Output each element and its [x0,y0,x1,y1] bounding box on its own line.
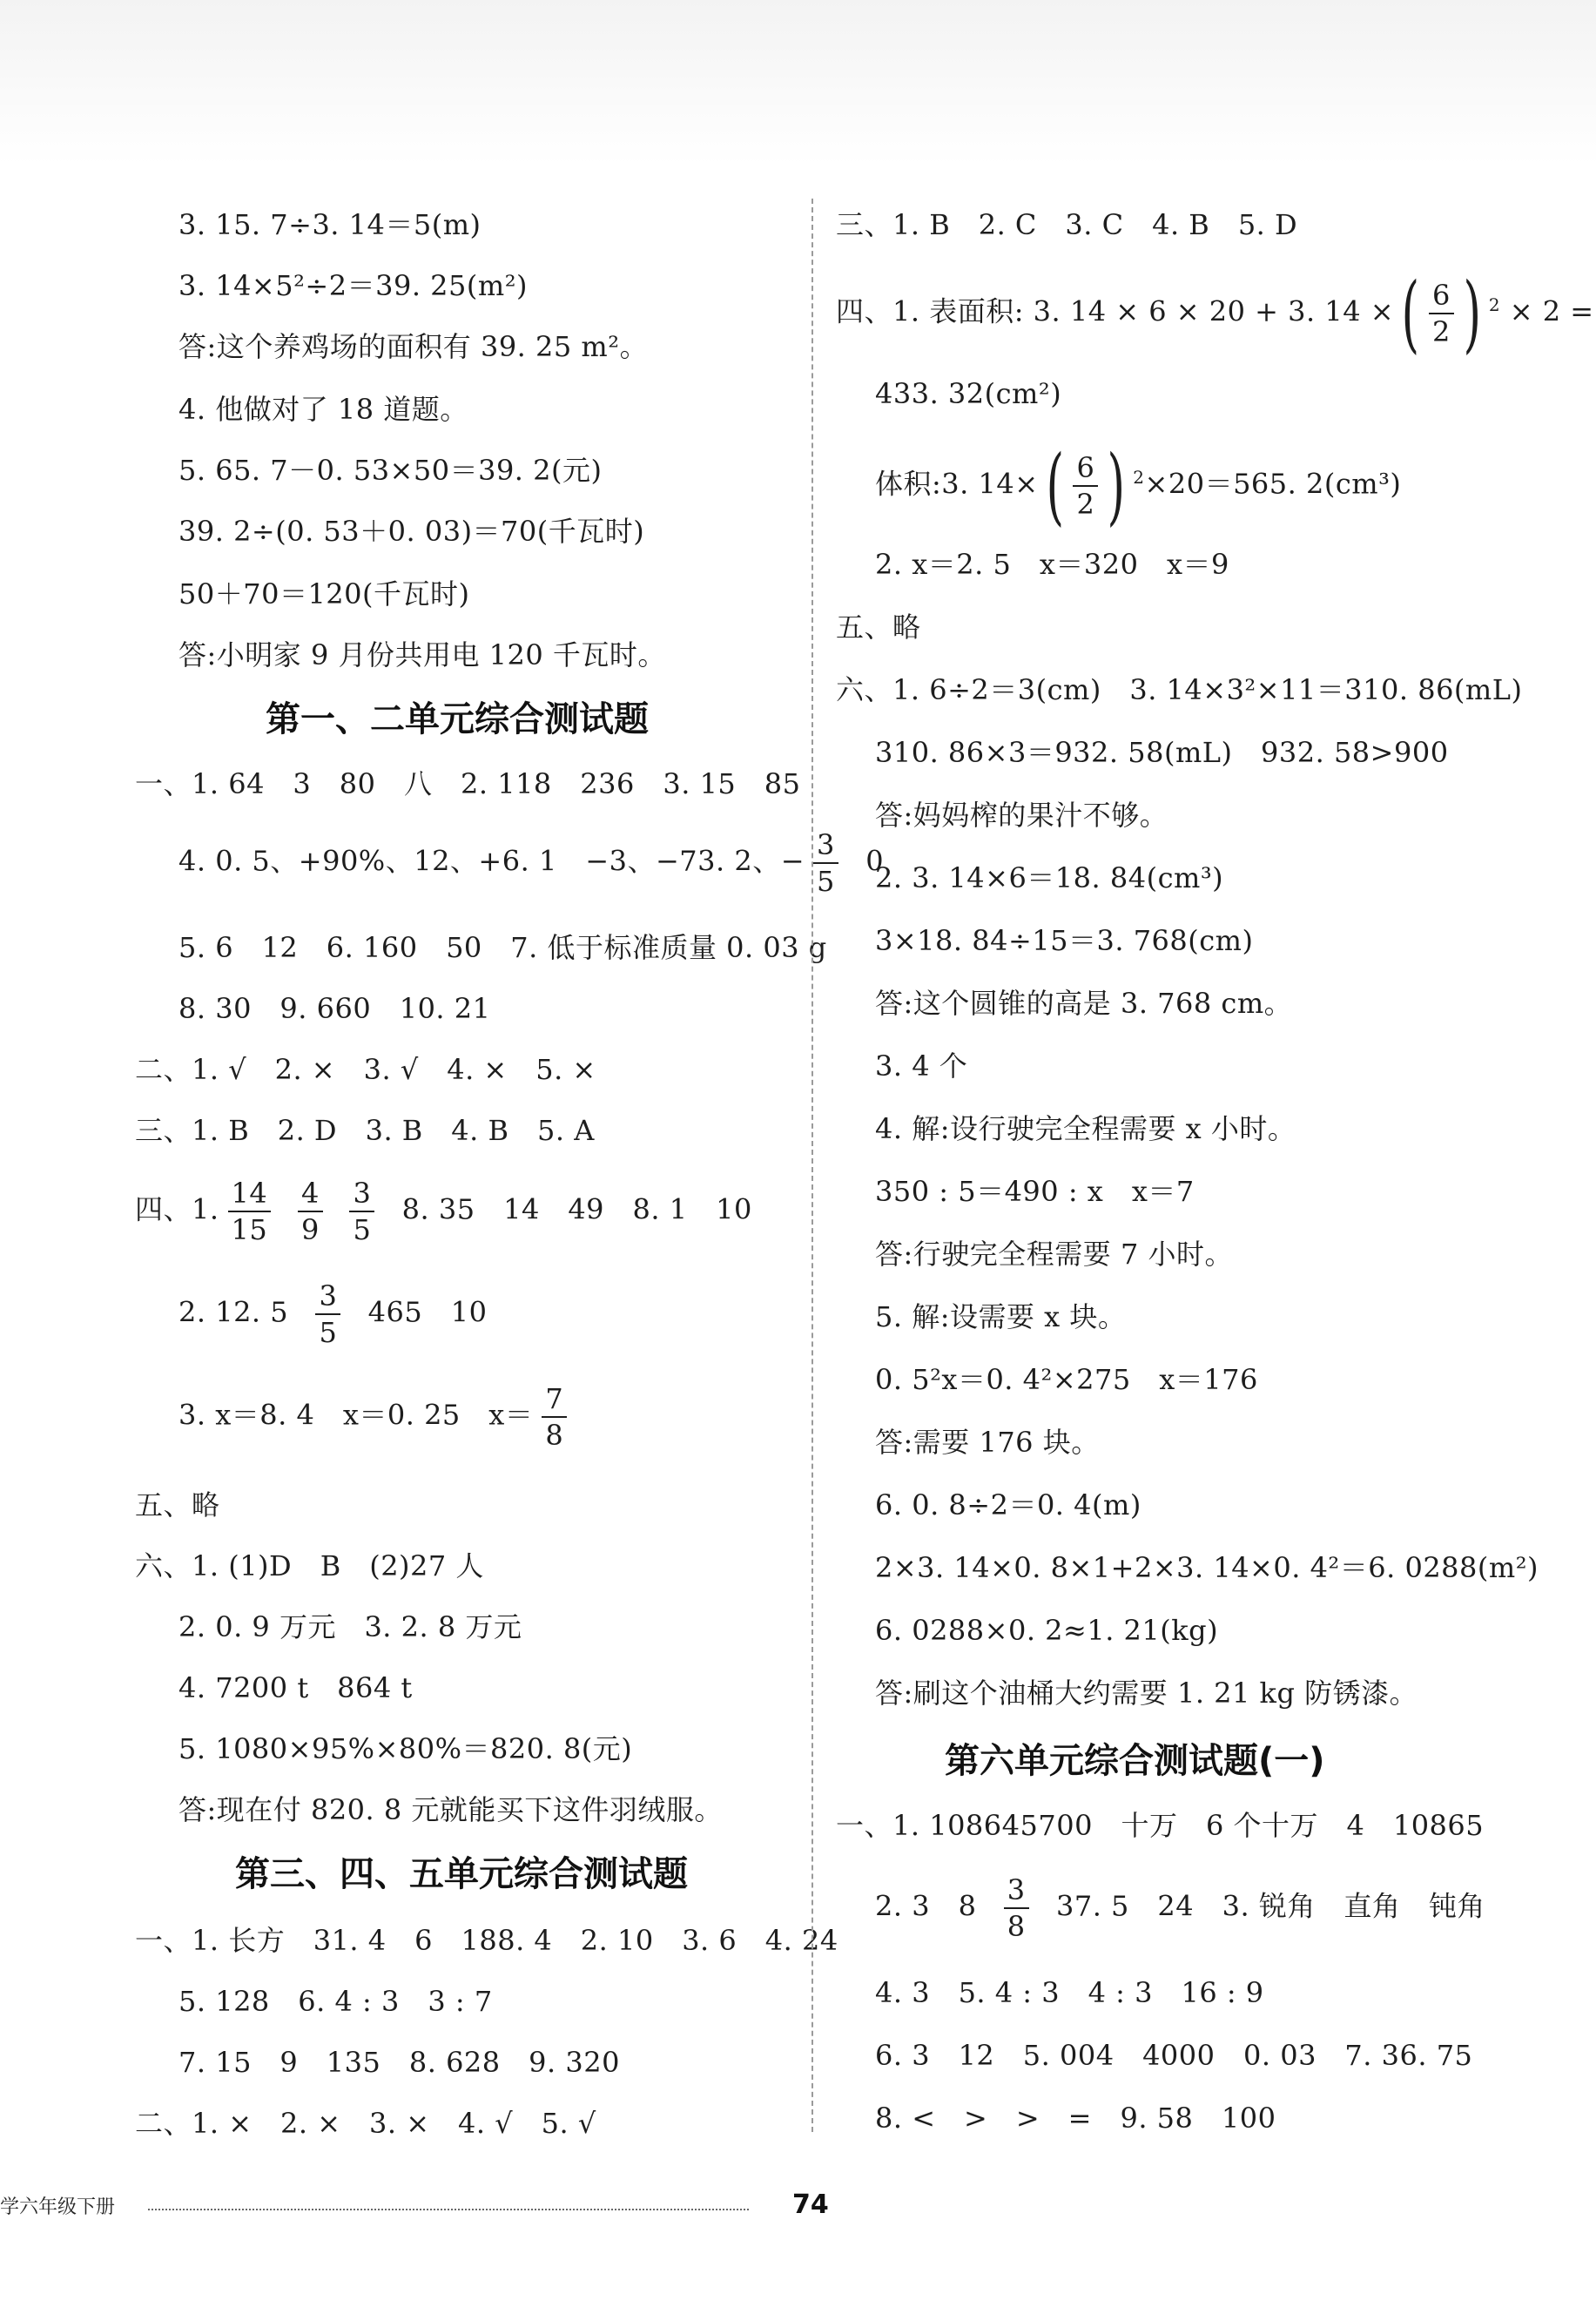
answer-line: 答:这个圆锥的高是 3. 768 cm。 [875,987,1293,1020]
answer-line: 2. 3 8 $\frac{3}{8}$ 37. 5 24 3. 锐角 直角 钝角 [875,1873,1485,1943]
answer-line: 5. 解:设需要 x 块。 [875,1300,1127,1333]
answer-line: 3. 4 个 [875,1049,968,1083]
answer-line: 四、1. $\frac{14}{15}$ $\frac{4}{9}$ $\frac{3}{5}$ 8. 35 14 49 8. 1 10 [135,1177,752,1246]
answer-line: 7. 15 9 135 8. 628 9. 320 [178,2046,620,2079]
answer-line: 2. 3. 14×6＝18. 84(cm³) [875,861,1224,894]
fraction: $\frac{3}{5}$ [315,1279,340,1350]
fraction: $\frac{7}{8}$ [542,1381,567,1453]
answer-line: 5. 128 6. 4 : 3 3 : 7 [178,1985,493,2018]
answer-line: 一、1. 108645700 十万 6 个十万 4 10865 [836,1809,1485,1842]
answer-line: 8. < > > = 9. 58 100 [875,2102,1276,2135]
answer-line: 4. 3 5. 4 : 3 4 : 3 16 : 9 [875,1976,1264,2009]
answer-line: 五、略 [135,1488,220,1521]
answer-line: 答:行驶完全程需要 7 小时。 [875,1238,1233,1271]
section-title: 第一、二单元综合测试题 [266,699,649,739]
answer-line: 三、1. B 2. C 3. C 4. B 5. D [836,208,1298,241]
answer-line: 六、1. 6÷2＝3(cm) 3. 14×3²×11＝310. 86(mL) [836,673,1523,706]
answer-line: 3. x＝8. 4 x＝0. 25 x＝ $\frac{7}{8}$ [178,1381,576,1453]
answer-line: 4. 他做对了 18 道题。 [178,393,468,426]
column-divider [811,199,813,2132]
answer-line: 5. 6 12 6. 160 50 7. 低于标准质量 0. 03 g [178,931,827,964]
fraction: $\frac{14}{15}$ [228,1176,272,1247]
answer-line: 答:需要 176 块。 [875,1426,1100,1459]
answer-line: 50＋70＝120(千瓦时) [178,577,470,611]
footer-label: 学六年级下册 [0,2196,116,2218]
answer-line: 2. 0. 9 万元 3. 2. 8 万元 [178,1610,522,1643]
footer-dotted-rule [148,2209,749,2210]
left-column [126,0,884,2321]
answer-line: 350 : 5＝490 : x x＝7 [875,1175,1195,1208]
answer-line: 答:这个养鸡场的面积有 39. 25 m²。 [178,330,649,363]
fraction: $\frac{6}{2}$ [1429,278,1454,349]
page-number: 74 [792,2189,829,2220]
section-title: 第六单元综合测试题(一) [945,1741,1325,1781]
answer-line: 三、1. B 2. D 3. B 4. B 5. A [135,1114,595,1147]
answer-line: 2. x＝2. 5 x＝320 x＝9 [875,548,1229,581]
answer-line: 2. 12. 5 $\frac{3}{5}$ 465 10 [178,1279,488,1349]
answer-line: 8. 30 9. 660 10. 21 [178,992,491,1025]
right-paren: ) [1107,437,1126,535]
answer-line: 答:现在付 820. 8 元就能买下这件羽绒服。 [178,1793,723,1826]
answer-line: 3×18. 84÷15＝3. 768(cm) [875,924,1254,957]
left-paren: ( [1401,265,1420,362]
fraction: $\frac{3}{8}$ [1004,1872,1029,1944]
answer-line: 五、略 [836,611,921,644]
answer-line: 6. 0288×0. 2≈1. 21(kg) [875,1614,1219,1647]
answer-line: 一、1. 长方 31. 4 6 188. 4 2. 10 3. 6 4. 24 [135,1924,838,1957]
page-footer [0,2189,1596,2230]
answer-line: 答:小明家 9 月份共用电 120 千瓦时。 [178,638,666,671]
section-title: 第三、四、五单元综合测试题 [235,1854,688,1894]
fraction: $\frac{3}{5}$ [813,827,838,899]
answer-line: 5. 65. 7－0. 53×50＝39. 2(元) [178,454,603,487]
fraction: $\frac{3}{5}$ [349,1176,374,1247]
answer-line: 4. 7200 t 864 t [178,1671,413,1704]
answer-line: 39. 2÷(0. 53＋0. 03)＝70(千瓦时) [178,515,645,548]
answer-line: 4. 0. 5、+90%、12、+6. 1 −3、−73. 2、− $\frac{3}{5}$ 0 [178,828,885,898]
right-column [827,0,1594,2321]
answer-line: 四、1. 表面积: 3. 14 × 6 × 20 + 3. 14 ×( $\frac{6}{2}$ ) $^2$ × 2 = [836,265,1594,362]
fraction: $\frac{6}{2}$ [1073,450,1098,522]
answer-line: 6. 0. 8÷2＝0. 4(m) [875,1488,1141,1521]
answer-line: 4. 解:设行驶完全程需要 x 小时。 [875,1112,1296,1145]
answer-line: 答:妈妈榨的果汁不够。 [875,799,1168,832]
answer-line: 3. 15. 7÷3. 14＝5(m) [178,208,481,241]
right-paren: ) [1463,265,1482,362]
answer-line: 答:刷这个油桶大约需要 1. 21 kg 防锈漆。 [875,1677,1418,1710]
answer-line: 2×3. 14×0. 8×1+2×3. 14×0. 4²＝6. 0288(m²) [875,1551,1539,1584]
answer-line: 二、1. √ 2. × 3. √ 4. × 5. × [135,1053,596,1086]
answer-line: 6. 3 12 5. 004 4000 0. 03 7. 36. 75 [875,2039,1473,2072]
answer-line: 310. 86×3＝932. 58(mL) 932. 58>900 [875,736,1449,769]
answer-line: 5. 1080×95%×80%＝820. 8(元) [178,1732,633,1765]
answer-line: 二、1. × 2. × 3. × 4. √ 5. √ [135,2107,596,2140]
answer-line: 3. 14×5²÷2＝39. 25(m²) [178,269,529,302]
answer-line: 一、1. 64 3 80 八 2. 118 236 3. 15 85 [135,767,801,800]
answer-line: 433. 32(cm²) [875,377,1062,410]
answer-line: 0. 5²x＝0. 4²×275 x＝176 [875,1363,1258,1396]
answer-line: 体积:3. 14×( $\frac{6}{2}$ ) $^2$×20＝565. 2(cm³) [875,437,1402,535]
fraction: $\frac{4}{9}$ [298,1176,323,1247]
left-paren: ( [1046,437,1064,535]
answer-line: 六、1. (1)D B (2)27 人 [135,1549,484,1582]
